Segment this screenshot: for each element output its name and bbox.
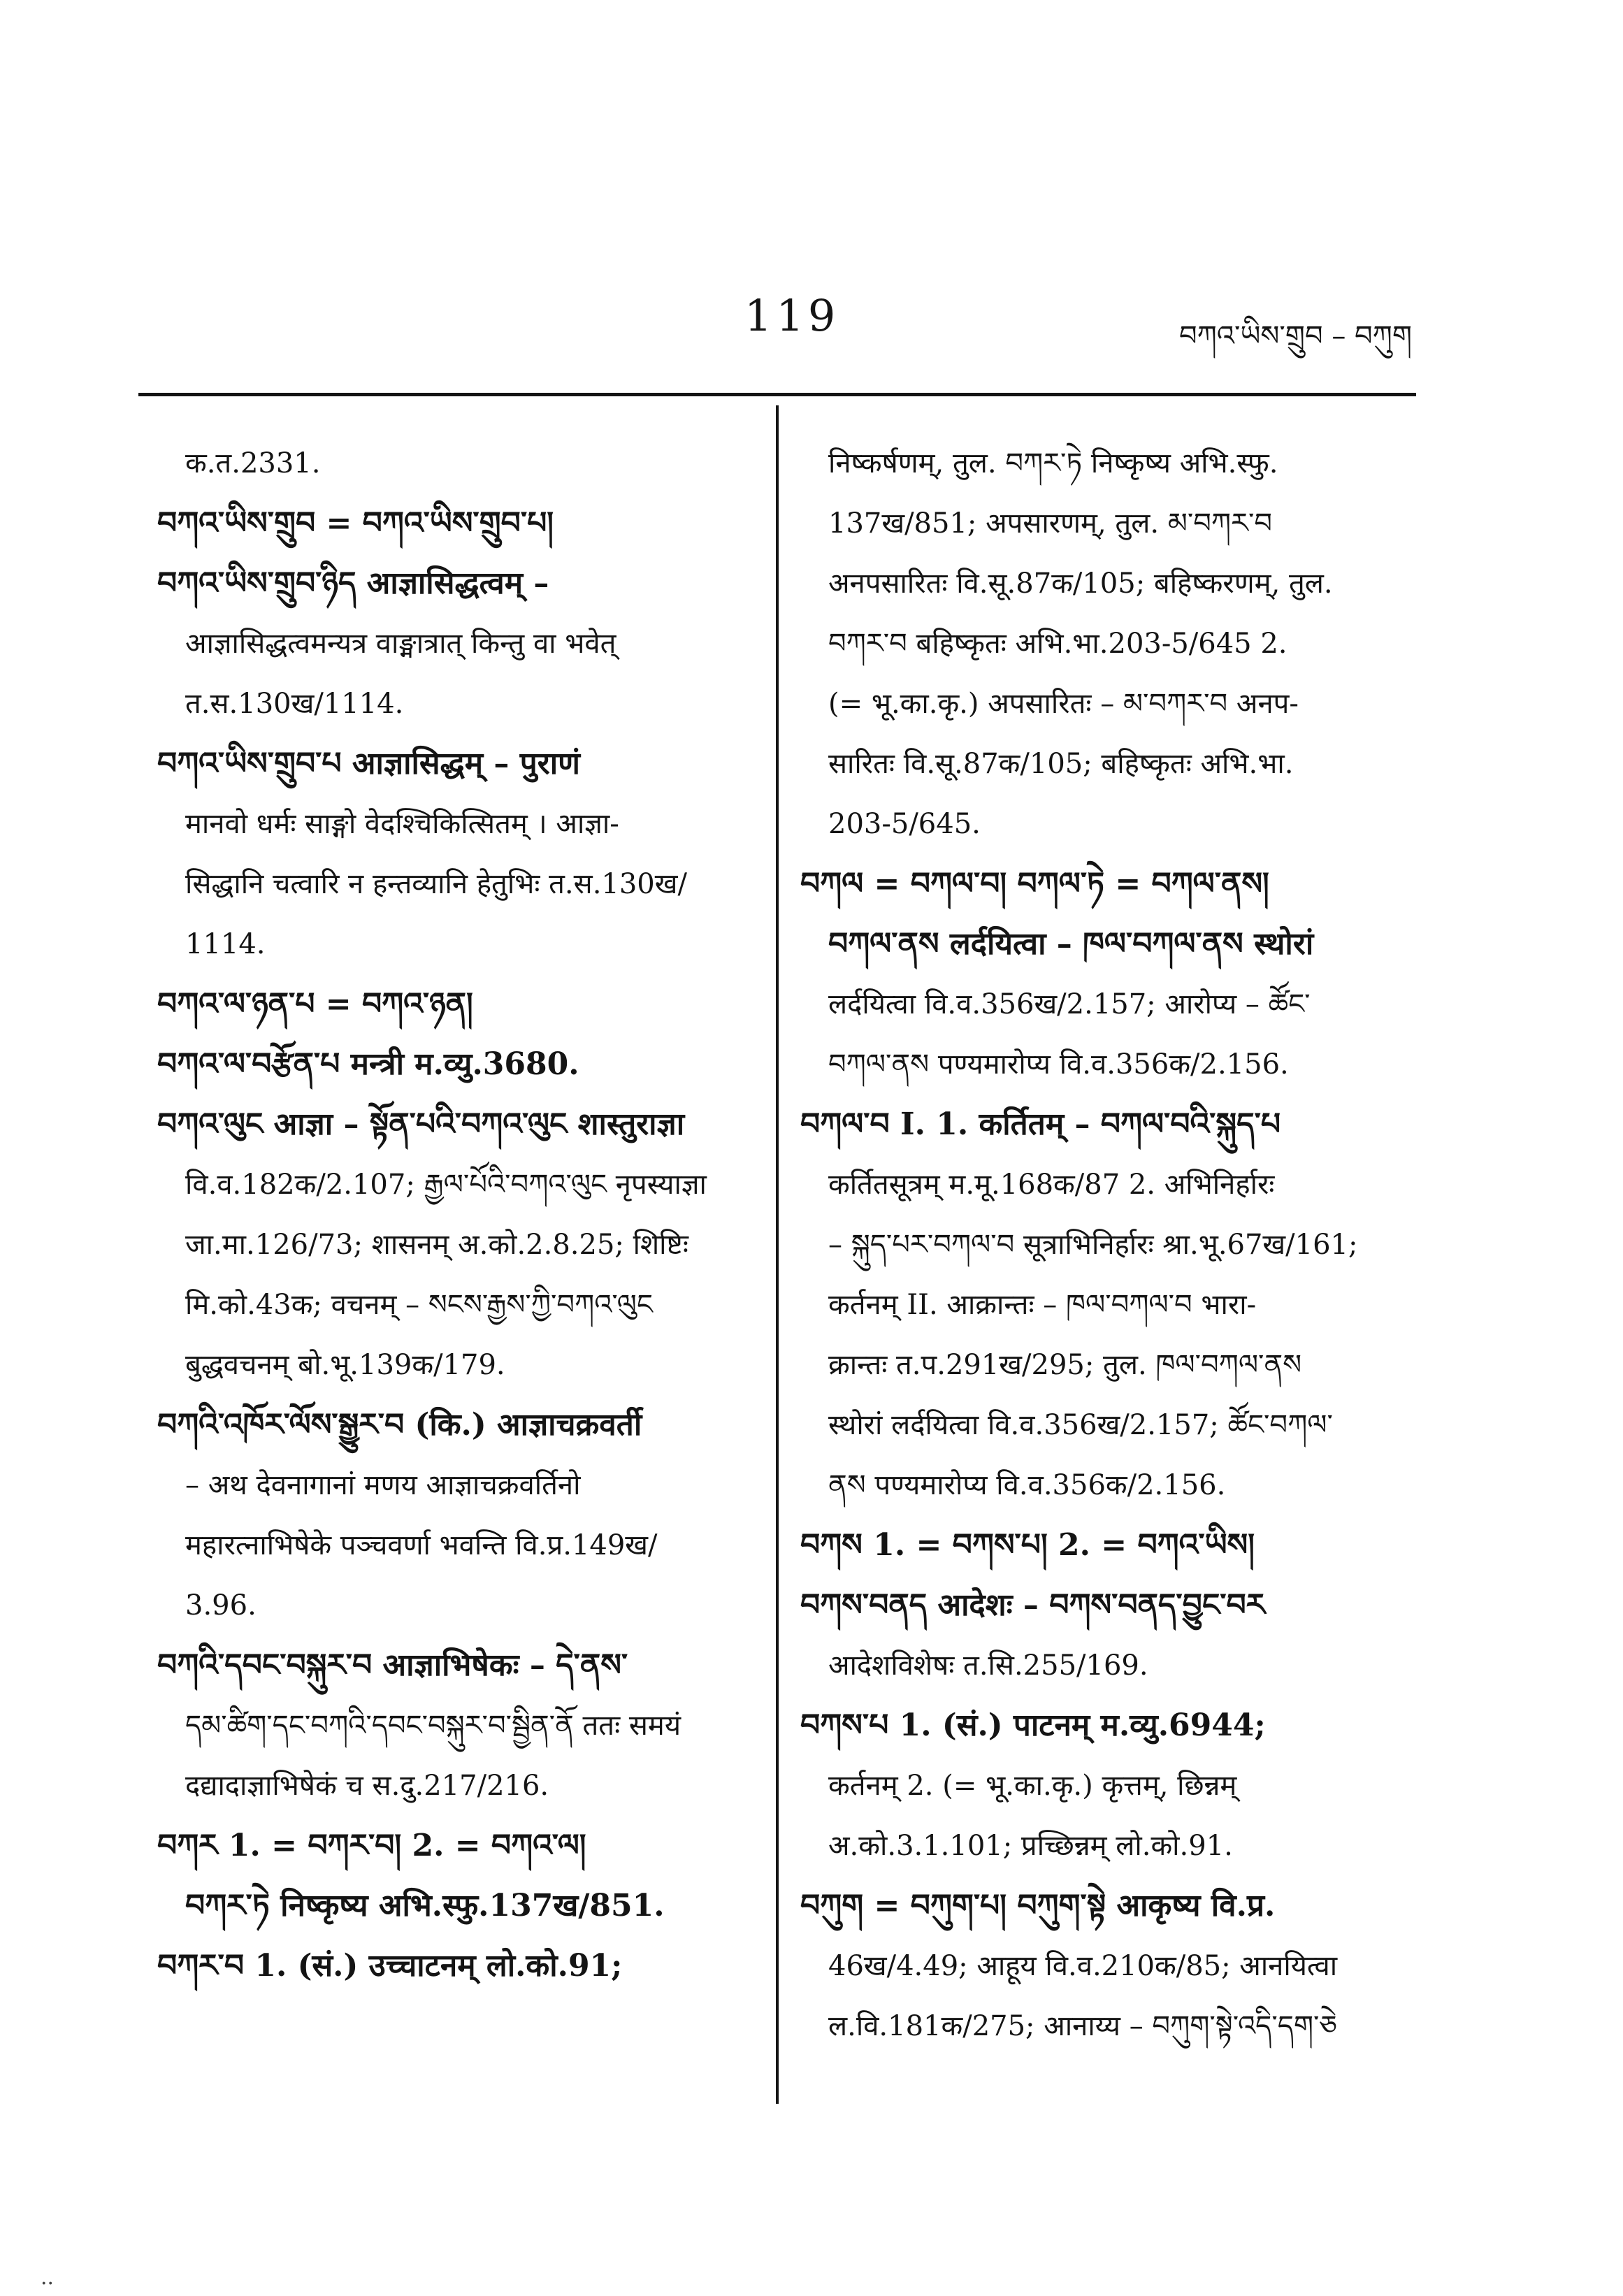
entry-text-line: 137ख/851; अपसारणम्, तुल. མ་བཀར་བ bbox=[828, 507, 1272, 540]
entry-text-line: – སྐུད་པར་བཀལ་བ सूत्राभिनिर्हारः श्रा.भू.67ख/161; bbox=[828, 1229, 1358, 1261]
entry-text-line: त.स.130ख/1114. bbox=[185, 688, 404, 720]
entry-text-line: सिद्धानि चत्वारि न हन्तव्यानि हेतुभिः त.स.130ख/ bbox=[185, 868, 687, 900]
entry-headword-line: བཀུག = བཀུག་པ། བཀུག་སྟེ आकृष्य वि.प्र. bbox=[800, 1888, 1276, 1923]
entry-text-line: वि.व.182क/2.107; རྒྱལ་པོའི་བཀའ་ལུང नृपस्याज्ञा bbox=[185, 1169, 707, 1201]
entry-text-line: कर्तनम् II. आक्रान्तः – ཁལ་བཀལ་བ भारा- bbox=[828, 1289, 1257, 1321]
left-column bbox=[157, 433, 751, 1996]
entry-text-line: अ.को.3.1.101; प्रच्छिन्नम् लो.को.91. bbox=[828, 1830, 1233, 1862]
entry-headword-line: བཀའ་ལ་ཉན་པ = བཀའ་ཉན། bbox=[157, 986, 473, 1022]
entry-text-line: जा.मा.126/73; शासनम् अ.को.2.8.25; शिष्टिः bbox=[185, 1229, 688, 1261]
entry-headword-line: བཀར་ཏེ निष्कृष्य अभि.स्फु.137ख/851. bbox=[185, 1888, 665, 1923]
entry-headword-line: བཀལ = བཀལ་བ། བཀལ་ཏེ = བཀལ་ནས། bbox=[800, 866, 1269, 902]
entry-text-line: क्रान्तः त.प.291ख/295; तुल. ཁལ་བཀལ་ནས bbox=[828, 1349, 1302, 1381]
entry-headword-line: བཀའི་འཁོར་ལོས་སྒྱུར་བ (कि.) आज्ञाचक्रवर्ती bbox=[157, 1407, 642, 1443]
entry-headword-line: བཀའ་ཡིས་གྲུབ་ཉིད आज्ञासिद्धत्वम् – bbox=[157, 565, 549, 601]
entry-headword-line: བཀལ་བ I. 1. कर्तितम् – བཀལ་བའི་སྐུད་པ bbox=[800, 1106, 1281, 1142]
entry-headword-line: བཀའ་ལུང आज्ञा – སྟོན་པའི་བཀའ་ལུང शास्तुराज्ञा bbox=[157, 1106, 685, 1142]
entry-text-line: བཀལ་ནས पण्यमारोप्य वि.व.356क/2.156. bbox=[828, 1048, 1289, 1081]
entry-text-line: अनपसारितः वि.सू.87क/105; बहिष्करणम्, तुल. bbox=[828, 568, 1333, 600]
page-number: 119 bbox=[744, 290, 840, 341]
entry-text-line: दद्यादाज्ञाभिषेकं च स.दु.217/216. bbox=[185, 1770, 549, 1802]
entry-text-line: आज्ञासिद्धत्वमन्यत्र वाङ्मात्रात् किन्तु वा भवेत् bbox=[185, 628, 616, 660]
entry-headword-line: བཀའ་ཡིས་གྲུབ་པ आज्ञासिद्धम् – पुराणं bbox=[157, 746, 580, 781]
entry-text-line: 1114. bbox=[185, 928, 266, 960]
entry-text-line: कर्तनम् 2. (= भू.का.कृ.) कृत्तम्, छिन्नम् bbox=[828, 1770, 1237, 1802]
right-column bbox=[800, 433, 1415, 2056]
entry-text-line: निष्कर्षणम्, तुल. བཀར་ཏེ निष्कृष्य अभि.स्फु. bbox=[828, 447, 1278, 479]
header-rule bbox=[138, 393, 1416, 396]
entry-text-line: (= भू.का.कृ.) अपसारितः – མ་བཀར་བ अनप- bbox=[828, 688, 1299, 720]
entry-headword-line: བཀར་བ 1. (सं.) उच्चाटनम् लो.को.91; bbox=[157, 1948, 623, 1984]
entry-text-line: आदेशविशेषः त.सि.255/169. bbox=[828, 1649, 1148, 1682]
entry-headword-line: བཀས 1. = བཀས་པ། 2. = བཀའ་ཡིས། bbox=[800, 1527, 1255, 1563]
entry-headword-line: བཀའ་ཡིས་གྲུབ = བཀའ་ཡིས་གྲུབ་པ། bbox=[157, 505, 554, 541]
entry-text-line: मानवो धर्मः साङ्गो वेदश्चिकित्सितम् । आज्ञा- bbox=[185, 808, 619, 840]
entry-text-line: དམ་ཚིག་དང་བཀའི་དབང་བསྐུར་བ་སྦྱིན་ནོ ततः समयं bbox=[185, 1710, 681, 1742]
entry-text-line: स्थोरां लर्दयित्वा वि.व.356ख/2.157; ཚོང་བཀལ་ bbox=[828, 1409, 1333, 1441]
entry-text-line: बुद्धवचनम् बो.भू.139क/179. bbox=[185, 1349, 505, 1381]
entry-text-line: ल.वि.181क/275; आनाय्य – བཀུག་སྟེ་འདི་དག་ཅེ bbox=[828, 2010, 1337, 2042]
entry-headword-line: བཀས་པ 1. (सं.) पाटनम् म.व्यु.6944; bbox=[800, 1707, 1266, 1743]
entry-text-line: महारत्नाभिषेके पञ्चवर्णा भवन्ति वि.प्र.149ख/ bbox=[185, 1529, 658, 1561]
entry-text-line: – अथ देवनागानां मणय आज्ञाचक्रवर्तिनो bbox=[185, 1469, 581, 1501]
entry-headword-line: བཀའ་ལ་བརྩོན་པ मन्त्री म.व्यु.3680. bbox=[157, 1046, 579, 1082]
entry-text-line: ནས पण्यमारोप्य वि.व.356क/2.156. bbox=[828, 1469, 1226, 1501]
entry-headword-line: བཀར 1. = བཀར་བ། 2. = བཀའ་ལ། bbox=[157, 1828, 586, 1863]
guide-words: བཀའ་ཡིས་གྲུབ – བཀུག bbox=[1179, 320, 1412, 352]
entry-text-line: བཀར་བ बहिष्कृतः अभि.भा.203-5/645 2. bbox=[828, 628, 1287, 660]
entry-text-line: कर्तितसूत्रम् म.मू.168क/87 2. अभिनिर्हारः bbox=[828, 1169, 1275, 1201]
scan-mark: ·· bbox=[41, 2272, 55, 2296]
column-divider bbox=[776, 405, 779, 2104]
entry-text-line: क.त.2331. bbox=[185, 447, 321, 479]
entry-text-line: मि.को.43क; वचनम् – སངས་རྒྱས་ཀྱི་བཀའ་ལུང bbox=[185, 1289, 653, 1321]
entry-text-line: सारितः वि.सू.87क/105; बहिष्कृतः अभि.भा. bbox=[828, 748, 1294, 780]
entry-headword-line: བཀལ་ནས लर्दयित्वा – ཁལ་བཀལ་ནས स्थोरां bbox=[828, 926, 1314, 962]
entry-headword-line: བཀའི་དབང་བསྐུར་བ आज्ञाभिषेकः – དེ་ནས་ bbox=[157, 1647, 628, 1683]
entry-text-line: 3.96. bbox=[185, 1589, 257, 1622]
entry-text-line: 46ख/4.49; आहूय वि.व.210क/85; आनयित्वा bbox=[828, 1950, 1338, 1982]
entry-text-line: 203-5/645. bbox=[828, 808, 981, 840]
entry-text-line: लर्दयित्वा वि.व.356ख/2.157; आरोप्य – ཚོང་ bbox=[828, 988, 1311, 1020]
entry-headword-line: བཀས་བནད आदेशः – བཀས་བནད་བྱུང་བར bbox=[800, 1587, 1266, 1623]
